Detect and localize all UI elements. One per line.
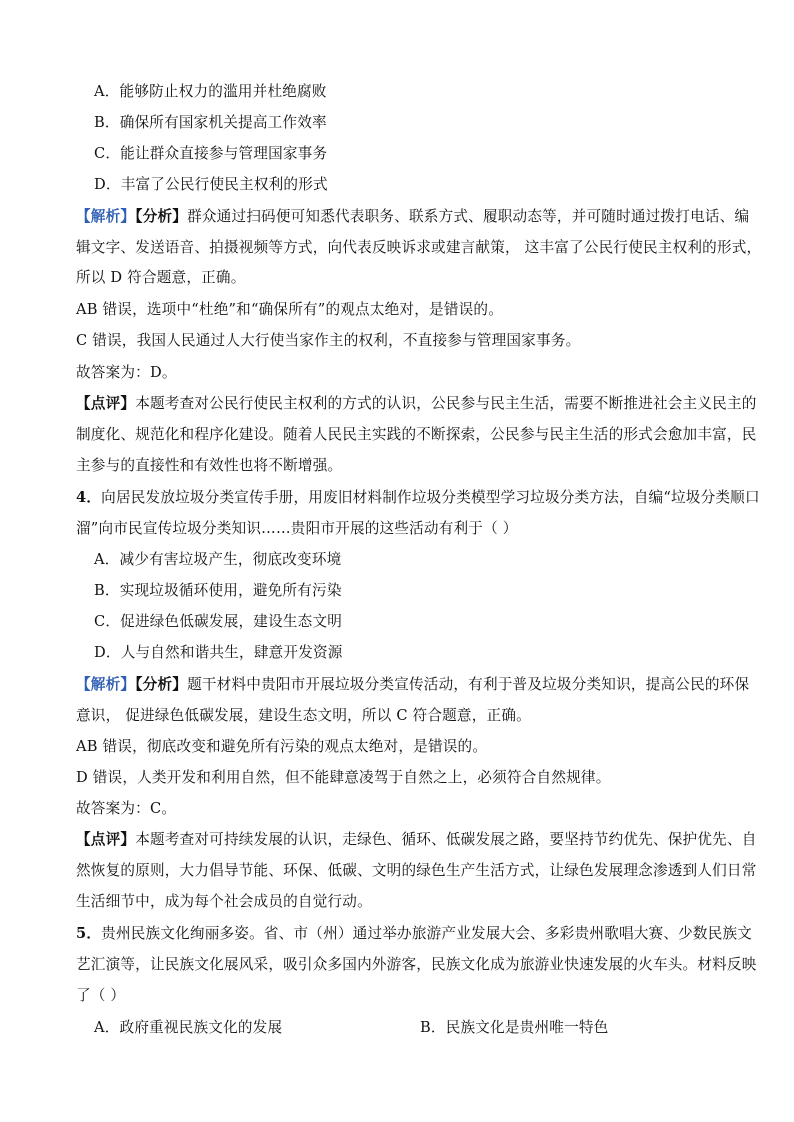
q5-stem-line-1: [76, 924, 753, 944]
q5-number: 5．: [76, 925, 102, 942]
q3-analysis-text-1: 群众通过扫码便可知悉代表职务、联系方式、履职动态等，并可随时通过拨打电话、编: [187, 208, 750, 225]
q5-option-b: B．民族文化是贵州唯一特色: [420, 1019, 609, 1036]
q4-stem-line-1: [76, 488, 760, 508]
q4-option-c: C．促进绿色低碳发展，建设生态文明: [94, 613, 343, 630]
q3-analysis-line-2: 辑文字、发送语音、拍摄视频等方式，向代表反映诉求或建言献策， 这丰富了公民行使民主权利的形式，: [76, 239, 762, 256]
q5-options-row: [94, 1018, 762, 1038]
q4-wrong-ab: AB 错误，彻底改变和避免所有污染的观点太绝对，是错误的。: [76, 738, 488, 755]
q3-comment-line-2: 制度化、规范化和程序化建设。随着人民民主实践的不断探索，公民参与民主生活的形式会愈加丰富，民: [76, 426, 757, 443]
q3-comment-text-1: 本题考查对公民行使民主权利的方式的认识，公民参与民主生活，需要不断推进社会主义民主的: [135, 395, 757, 412]
q4-analysis-line-2: 意识， 促进绿色低碳发展，建设生态文明，所以 C 符合题意，正确。: [76, 707, 531, 724]
dianping-tag: 【点评】: [76, 831, 136, 848]
q4-option-b: B．实现垃圾循环使用，避免所有污染: [94, 582, 342, 599]
q3-option-a: A．能够防止权力的滥用并杜绝腐败: [94, 83, 327, 100]
q4-comment-line-3: 生活细节中，成为每个社会成员的自觉行动。: [76, 893, 372, 910]
q3-option-c: C．能让群众直接参与管理国家事务: [94, 145, 328, 162]
q4-analysis-line-1: [76, 675, 750, 695]
q3-answer: 故答案为：D。: [76, 364, 177, 381]
q4-stem-line-2: 溜”向市民宣传垃圾分类知识……贵阳市开展的这些活动有利于（ ）: [76, 520, 518, 537]
q3-analysis-line-1: [76, 207, 750, 227]
q3-wrong-c: C 错误，我国人民通过人大行使当家作主的权利，不直接参与管理国家事务。: [76, 332, 581, 349]
q4-wrong-d: D 错误，人类开发和利用自然，但不能肆意凌驾于自然之上，必须符合自然规律。: [76, 769, 611, 786]
jiexi-tag: 【解析】: [76, 676, 136, 693]
fenxi-tag: 【分析】: [135, 676, 188, 693]
q3-option-d: D．丰富了公民行使民主权利的形式: [94, 176, 328, 193]
q4-stem-text-1: 向居民发放垃圾分类宣传手册，用废旧材料制作垃圾分类模型学习垃圾分类方法，自编“垃圾分类顺口: [101, 489, 760, 506]
fenxi-tag: 【分析】: [135, 208, 188, 225]
q5-stem-line-3: 了（ ）: [76, 987, 126, 1004]
q4-comment-line-2: 然恢复的原则，大力倡导节能、环保、低碳、文明的绿色生产生活方式，让绿色发展理念渗透到人们日常: [76, 862, 757, 879]
q3-comment-line-3: 主参与的直接性和有效性也将不断增强。: [76, 457, 343, 474]
jiexi-tag: 【解析】: [76, 208, 136, 225]
q3-comment-line-1: [76, 394, 757, 414]
q4-analysis-text-1: 题干材料中贵阳市开展垃圾分类宣传活动，有利于普及垃圾分类知识，提高公民的环保: [187, 676, 750, 693]
q4-comment-line-1: [76, 830, 757, 850]
q4-option-a: A．减少有害垃圾产生，彻底改变环境: [94, 551, 342, 568]
q4-option-d: D．人与自然和谐共生，肆意开发资源: [94, 644, 343, 661]
dianping-tag: 【点评】: [76, 395, 136, 412]
q3-option-b: B．确保所有国家机关提高工作效率: [94, 114, 327, 131]
q5-stem-text-1: 贵州民族文化绚丽多姿。省、市（州）通过举办旅游产业发展大会、多彩贵州歌唱大赛、少数民族文: [101, 925, 753, 942]
q3-analysis-line-3: 所以 D 符合题意，正确。: [76, 269, 246, 286]
q5-stem-line-2: 艺汇演等，让民族文化展风采，吸引众多国内外游客，民族文化成为旅游业快速发展的火车头。材料反映: [76, 956, 757, 973]
q3-wrong-ab: AB 错误，选项中“杜绝”和“确保所有”的观点太绝对，是错误的。: [76, 301, 503, 318]
q5-option-a: A．政府重视民族文化的发展: [94, 1019, 283, 1036]
q4-answer: 故答案为：C。: [76, 800, 177, 817]
q4-number: 4．: [76, 489, 102, 506]
q4-comment-text-1: 本题考查对可持续发展的认识，走绿色、循环、低碳发展之路，要坚持节约优先、保护优先、自: [135, 831, 757, 848]
